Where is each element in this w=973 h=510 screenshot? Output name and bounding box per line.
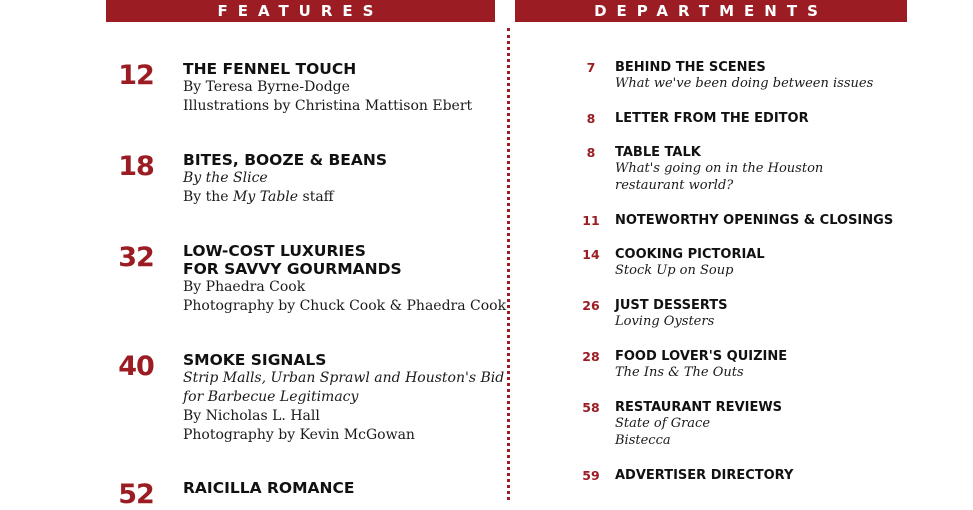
department-page-number: 7 — [586, 60, 596, 75]
feature-title: THE FENNEL TOUCH — [183, 60, 357, 78]
feature-byline: By Phaedra Cook — [183, 279, 306, 295]
department-title: RESTAURANT REVIEWS — [615, 400, 783, 415]
feature-credit: Photography by Kevin McGowan — [183, 427, 415, 443]
feature-title-line-2: FOR SAVVY GOURMANDS — [183, 260, 402, 278]
department-title: ADVERTISER DIRECTORY — [615, 468, 794, 483]
department-title: BEHIND THE SCENES — [615, 60, 766, 75]
features-header — [106, 0, 495, 22]
department-title: FOOD LOVER'S QUIZINE — [615, 349, 788, 364]
feature-title: RAICILLA ROMANCE — [183, 479, 355, 497]
feature-page-number: 18 — [118, 151, 154, 182]
feature-subtitle-line-2: for Barbecue Legitimacy — [183, 389, 359, 405]
department-title: LETTER FROM THE EDITOR — [615, 111, 809, 126]
byline-suffix: staff — [298, 189, 334, 205]
department-page-number: 8 — [586, 111, 596, 126]
feature-byline: By Teresa Byrne-Dodge — [183, 79, 350, 95]
department-title: NOTEWORTHY OPENINGS & CLOSINGS — [615, 213, 894, 228]
feature-credit: Illustrations by Christina Mattison Ebert — [183, 98, 473, 114]
features-header-label: FEATURES — [217, 2, 384, 20]
feature-credit: Photography by Chuck Cook & Phaedra Cook — [183, 298, 507, 314]
department-subtitle-line-2: Bistecca — [615, 433, 671, 448]
feature-byline — [183, 188, 503, 207]
byline-magazine-name: My Table — [233, 189, 299, 205]
feature-page-number: 52 — [118, 479, 154, 510]
feature-byline: By Nicholas L. Hall — [183, 408, 320, 424]
department-subtitle-line-1: What's going on in the Houston — [615, 161, 824, 176]
feature-title: SMOKE SIGNALS — [183, 351, 327, 369]
feature-subtitle: By the Slice — [183, 170, 268, 186]
feature-title-line-1: LOW-COST LUXURIES — [183, 242, 366, 260]
department-page-number: 58 — [582, 400, 600, 415]
department-subtitle: The Ins & The Outs — [615, 365, 744, 380]
department-page-number: 11 — [582, 213, 600, 228]
feature-page-number: 12 — [118, 60, 154, 91]
department-subtitle-line-2: restaurant world? — [615, 178, 734, 193]
department-title: JUST DESSERTS — [615, 298, 728, 313]
feature-page-number: 40 — [118, 351, 154, 382]
department-page-number: 59 — [582, 468, 600, 483]
department-subtitle: What we've been doing between issues — [615, 76, 874, 91]
column-divider — [507, 28, 510, 500]
department-page-number: 26 — [582, 298, 600, 313]
department-subtitle: Loving Oysters — [615, 314, 715, 329]
departments-header — [515, 0, 907, 22]
feature-page-number: 32 — [118, 242, 154, 273]
department-title: TABLE TALK — [615, 145, 701, 160]
department-page-number: 28 — [582, 349, 600, 364]
departments-header-label: DEPARTMENTS — [594, 2, 828, 20]
department-page-number: 8 — [586, 145, 596, 160]
department-subtitle: Stock Up on Soup — [615, 263, 734, 278]
department-title: COOKING PICTORIAL — [615, 247, 765, 262]
feature-title: BITES, BOOZE & BEANS — [183, 151, 388, 169]
byline-prefix: By the — [183, 189, 234, 205]
feature-subtitle-line-1: Strip Malls, Urban Sprawl and Houston's Bid — [183, 370, 505, 386]
department-page-number: 14 — [582, 247, 600, 262]
department-subtitle-line-1: State of Grace — [615, 416, 711, 431]
